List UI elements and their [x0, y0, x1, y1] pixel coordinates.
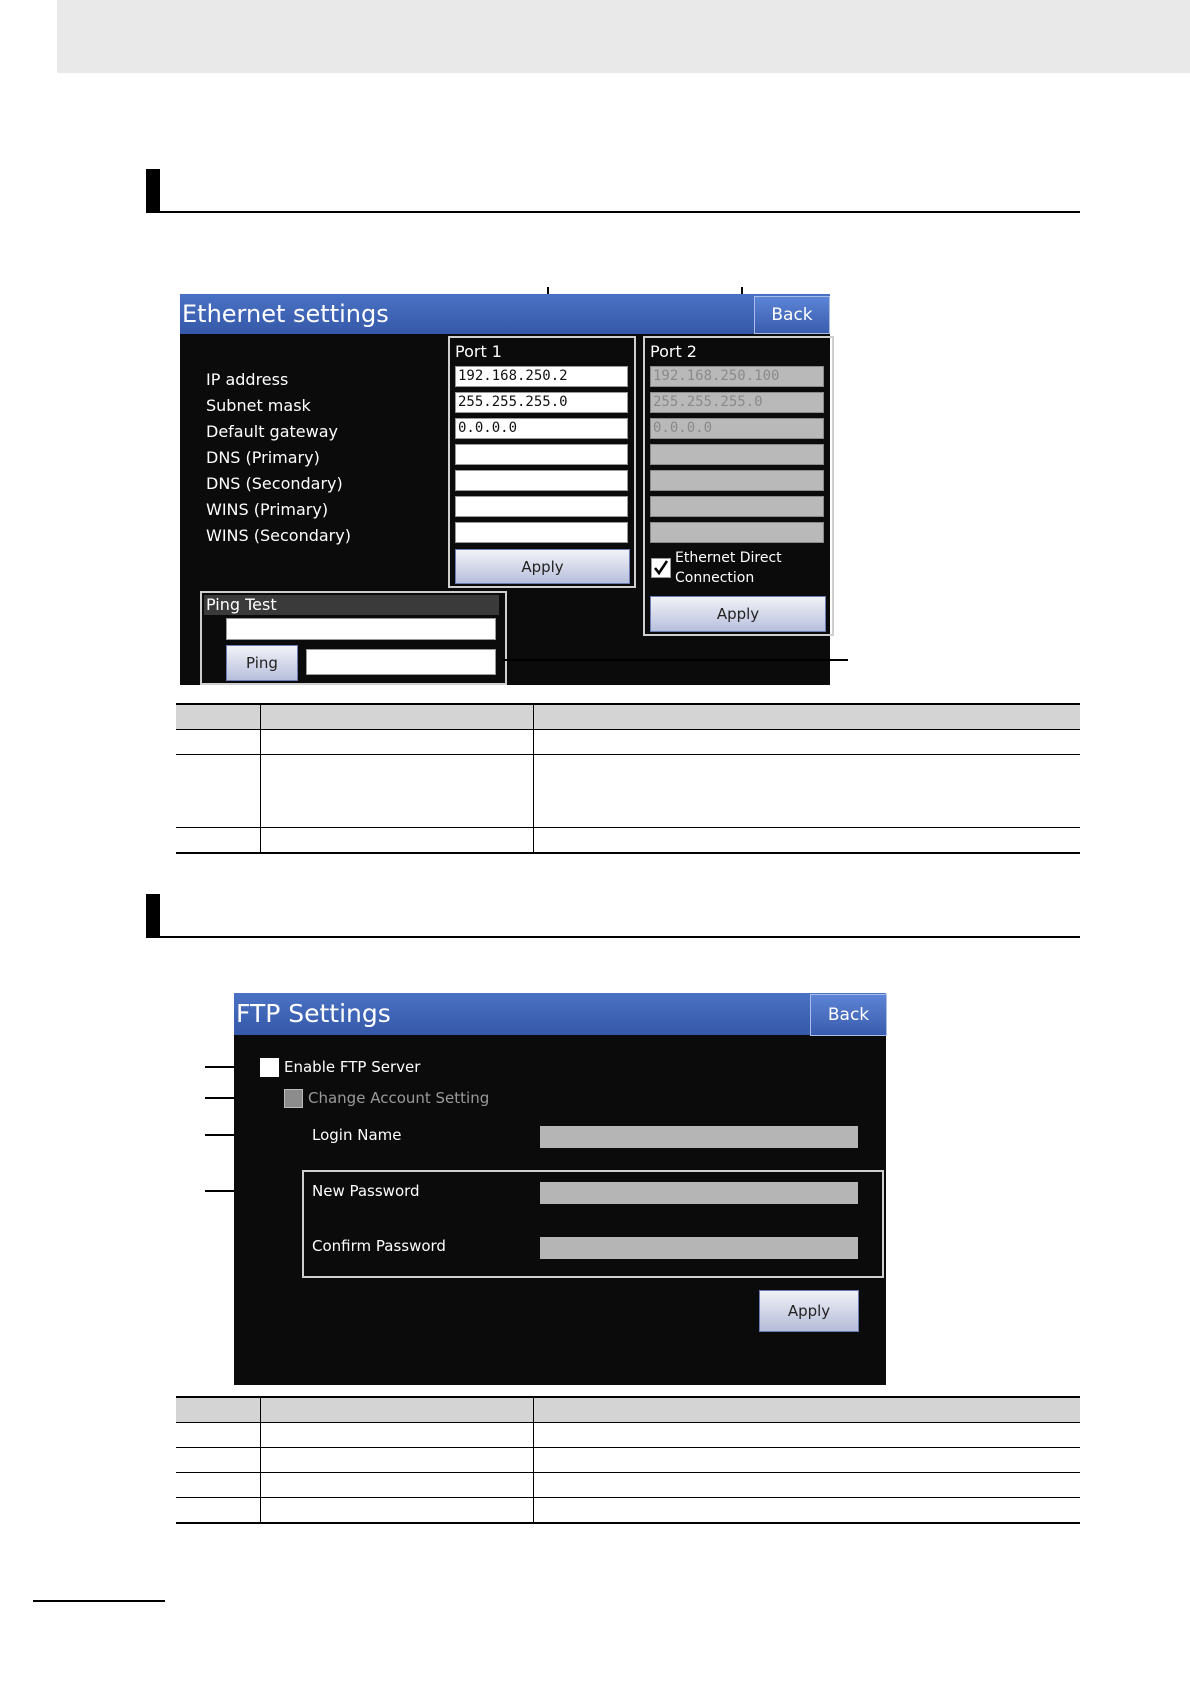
table-header-row: [176, 704, 1080, 730]
section-heading-bar-2: [146, 894, 1080, 938]
ftp-settings-screen: [234, 993, 886, 1385]
port2-apply-button[interactable]: Apply: [650, 596, 826, 632]
confirm-password-label: Confirm Password: [312, 1237, 446, 1255]
ftp-titlebar: [234, 993, 886, 1035]
port2-panel: [643, 336, 834, 636]
port1-panel: [448, 336, 636, 588]
port2-dns-secondary-field[interactable]: [650, 470, 824, 491]
label-subnet-mask: Subnet mask: [206, 396, 311, 415]
back-button[interactable]: Back: [754, 296, 830, 334]
footer-rule: [33, 1600, 165, 1602]
new-password-label: New Password: [312, 1182, 420, 1200]
port2-dns-primary-field[interactable]: [650, 444, 824, 465]
enable-ftp-server-checkbox[interactable]: [260, 1058, 279, 1077]
password-group: [302, 1170, 884, 1278]
label-dns-primary: DNS (Primary): [206, 448, 320, 467]
table-row: [176, 730, 1080, 755]
table-row: [176, 828, 1080, 854]
checkmark-icon: [652, 559, 670, 577]
ftp-back-button[interactable]: Back: [810, 994, 887, 1036]
login-name-label: Login Name: [312, 1126, 402, 1144]
port2-wins-primary-field[interactable]: [650, 496, 824, 517]
section-rule: [146, 211, 1080, 213]
label-wins-primary: WINS (Primary): [206, 500, 329, 519]
change-account-setting-label: Change Account Setting: [308, 1089, 490, 1107]
ethernet-settings-screen: [180, 294, 830, 685]
table-row: [176, 1448, 1080, 1473]
section-heading-bar-1: [146, 169, 1080, 213]
port1-title: Port 1: [455, 342, 502, 361]
ethernet-description-table: [176, 703, 1080, 854]
ping-address-field[interactable]: [226, 618, 496, 640]
page-header-band: [57, 0, 1190, 73]
callout-line-ping: [503, 659, 848, 661]
label-wins-secondary: WINS (Secondary): [206, 526, 351, 545]
login-name-field[interactable]: [540, 1126, 858, 1148]
table-row: [176, 1423, 1080, 1448]
section-rule: [146, 936, 1080, 938]
port1-ip-address-field[interactable]: 192.168.250.2: [455, 366, 628, 387]
table-header-row: [176, 1397, 1080, 1423]
port2-default-gateway-field[interactable]: 0.0.0.0: [650, 418, 824, 439]
change-account-setting-checkbox[interactable]: [284, 1089, 303, 1108]
port1-dns-secondary-field[interactable]: [455, 470, 628, 491]
new-password-field[interactable]: [540, 1182, 858, 1204]
section-marker: [146, 169, 160, 213]
port1-dns-primary-field[interactable]: [455, 444, 628, 465]
port1-apply-button[interactable]: Apply: [455, 549, 630, 584]
port1-subnet-mask-field[interactable]: 255.255.255.0: [455, 392, 628, 413]
port1-wins-primary-field[interactable]: [455, 496, 628, 517]
ethernet-titlebar: [180, 294, 830, 334]
ping-test-title: Ping Test: [206, 595, 277, 614]
port2-title: Port 2: [650, 342, 697, 361]
label-default-gateway: Default gateway: [206, 422, 338, 441]
confirm-password-field[interactable]: [540, 1237, 858, 1259]
table-row: [176, 1498, 1080, 1524]
enable-ftp-server-label: Enable FTP Server: [284, 1058, 421, 1076]
port1-wins-secondary-field[interactable]: [455, 522, 628, 543]
port2-ip-address-field[interactable]: 192.168.250.100: [650, 366, 824, 387]
ping-test-panel: [200, 591, 507, 685]
table-row: [176, 755, 1080, 828]
ethernet-direct-label-line2: Connection: [675, 570, 755, 586]
ethernet-title: Ethernet settings: [182, 300, 389, 328]
port2-subnet-mask-field[interactable]: 255.255.255.0: [650, 392, 824, 413]
table-row: [176, 1473, 1080, 1498]
ping-button[interactable]: Ping: [226, 645, 298, 681]
ftp-title: FTP Settings: [236, 999, 391, 1028]
section-marker: [146, 894, 160, 938]
ethernet-direct-label-line1: Ethernet Direct: [675, 550, 782, 566]
ping-result-field: [306, 649, 496, 675]
ethernet-direct-connection-checkbox[interactable]: [651, 558, 671, 578]
ftp-apply-button[interactable]: Apply: [759, 1290, 859, 1332]
label-ip-address: IP address: [206, 370, 289, 389]
ftp-description-table: [176, 1396, 1080, 1524]
port1-default-gateway-field[interactable]: 0.0.0.0: [455, 418, 628, 439]
label-dns-secondary: DNS (Secondary): [206, 474, 343, 493]
port2-wins-secondary-field[interactable]: [650, 522, 824, 543]
